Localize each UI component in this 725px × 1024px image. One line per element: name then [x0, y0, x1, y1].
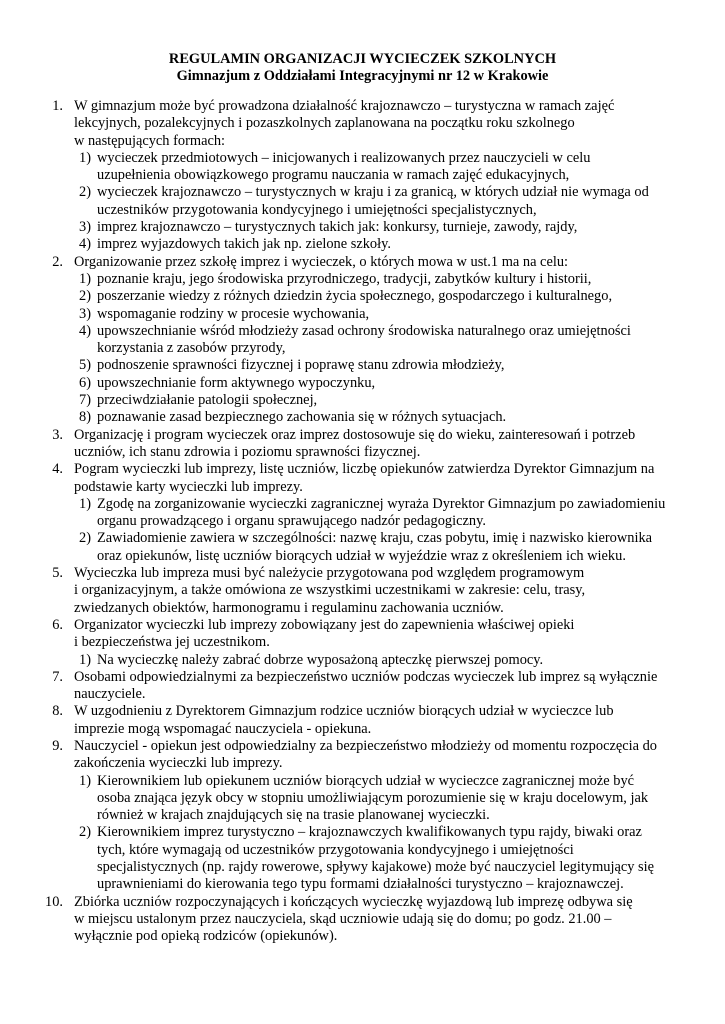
- sub-item: [74, 219, 695, 236]
- sub-item-text-line: Kierownikiem lub opiekunem uczniów biorących udział w wycieczce zagranicznej może być: [97, 772, 635, 789]
- sub-item: [74, 530, 695, 565]
- item-text-line: uczniów, ich stanu zdrowia i poziomu sprawności fizycznej.: [74, 443, 421, 460]
- sub-item-number: 5): [79, 357, 91, 374]
- item-text-line: w miejscu ustalonym przez nauczyciela, skąd uczniowie udają się do domu; po godz. 21.00 –: [74, 910, 612, 927]
- sub-item-number: 1): [79, 772, 91, 789]
- sub-item-number: 6): [79, 374, 91, 391]
- item-text-line: w następujących formach:: [74, 132, 226, 149]
- regulation-item: [31, 98, 695, 254]
- document-subtitle: Gimnazjum z Oddziałami Integracyjnymi nr 12 w Krakowie: [176, 68, 549, 85]
- sub-item: [74, 306, 695, 323]
- sub-item-number: 2): [79, 530, 91, 547]
- sub-item-number: 3): [79, 305, 91, 322]
- document-header: [0, 51, 725, 86]
- sub-item-text-line: Kierownikiem imprez turystyczno – krajoznawczych kwalifikowanych typu rajdy, biwaki oraz: [97, 824, 642, 841]
- sub-item-text-line: tych, które wymagają od uczestników przygotowania kondycyjnego i umiejętności: [97, 841, 574, 858]
- sub-item: [74, 236, 695, 253]
- item-number: 2.: [52, 253, 63, 270]
- sub-item: [74, 375, 695, 392]
- sub-item-text-line: oraz opiekunów, listę uczniów biorących udział w wyjeździe wraz z określeniem ich wieku.: [97, 547, 626, 564]
- sub-item-text-line: imprez krajoznawczo – turystycznych takich jak: konkursy, turnieje, zawody, rajdy,: [97, 219, 578, 236]
- sub-item: [74, 288, 695, 305]
- item-number: 4.: [52, 461, 63, 478]
- sub-item-text-line: uzupełnienia obowiązkowego programu nauczania w ramach zajęć edukacyjnych,: [97, 167, 570, 184]
- sub-item-text-line: Zgodę na zorganizowanie wycieczki zagranicznej wyraża Dyrektor Gimnazjum po zawiadomieniu: [97, 495, 666, 512]
- sub-item: [74, 357, 695, 374]
- sub-item-number: 3): [79, 219, 91, 236]
- item-number: 3.: [52, 426, 63, 443]
- sub-item: [74, 271, 695, 288]
- sub-item: [74, 150, 695, 185]
- sub-item-text-line: upowszechnianie form aktywnego wypoczynku,: [97, 374, 376, 391]
- item-text-line: wyłącznie pod opieką rodziców (opiekunów).: [74, 928, 338, 945]
- item-text-line: nauczyciele.: [74, 686, 146, 703]
- regulation-item: [31, 703, 695, 738]
- item-number: 9.: [52, 737, 63, 754]
- item-text-line: Organizację i program wycieczek oraz imprez dostosowuje się do wieku, zainteresowań i potrzeb: [74, 426, 636, 443]
- item-number: 6.: [52, 616, 63, 633]
- sub-item-number: 4): [79, 236, 91, 253]
- item-text-line: podstawie karty wycieczki lub imprezy.: [74, 478, 303, 495]
- sub-item: [74, 824, 695, 893]
- item-text-line: imprezie mogą wspomagać nauczyciela - opiekuna.: [74, 720, 372, 737]
- item-number: 10.: [45, 893, 63, 910]
- item-text-line: zwiedzanych obiektów, harmonogramu i regulaminu zachowania uczniów.: [74, 599, 504, 616]
- sub-item-number: 4): [79, 322, 91, 339]
- item-text-line: lekcyjnych, pozalekcyjnych i pozaszkolnych zaplanowana na początku roku szkolnego: [74, 115, 575, 132]
- sub-item-number: 1): [79, 270, 91, 287]
- sub-item: [74, 392, 695, 409]
- item-text-line: i organizacyjnym, a także omówiona ze wszystkimi uczestnikami w zakresie: celu, trasy,: [74, 582, 586, 599]
- regulation-item: [31, 461, 695, 565]
- sub-item-text-line: Zawiadomienie zawiera w szczególności: nazwę kraju, czas pobytu, imię i nazwisko kierownika: [97, 530, 653, 547]
- sub-item: [74, 323, 695, 358]
- item-text-line: Osobami odpowiedzialnymi za bezpieczeństwo uczniów podczas wycieczek lub imprez są wyłącznie: [74, 668, 658, 685]
- item-text-line: Wycieczka lub impreza musi być należycie przygotowana pod względem programowym: [74, 565, 585, 582]
- sub-item-text-line: poznawanie zasad bezpiecznego zachowania się w różnych sytuacjach.: [97, 409, 507, 426]
- item-text-line: W uzgodnieniu z Dyrektorem Gimnazjum rodzice uczniów biorących udział w wycieczce lub: [74, 703, 614, 720]
- regulation-item: [31, 427, 695, 462]
- sub-item-text-line: poszerzanie wiedzy z różnych dziedzin życia społecznego, gospodarczego i kulturalnego,: [97, 288, 613, 305]
- sub-item-text-line: Na wycieczkę należy zabrać dobrze wyposażoną apteczkę pierwszej pomocy.: [97, 651, 544, 668]
- document-title: REGULAMIN ORGANIZACJI WYCIECZEK SZKOLNYCH: [168, 51, 557, 67]
- item-text-line: zakończenia wycieczki lub imprezy.: [74, 755, 283, 772]
- sub-item-text-line: uczestników przygotowania kondycyjnego i umiejętności specjalistycznych,: [97, 201, 537, 218]
- item-text-line: W gimnazjum może być prowadzona działalność krajoznawczo – turystyczna w ramach zajęć: [74, 98, 615, 114]
- sub-item-text-line: wycieczek przedmiotowych – inicjowanych i realizowanych przez nauczycieli w celu: [97, 149, 591, 166]
- sub-item-number: 1): [79, 651, 91, 668]
- sub-item-text-line: również w krajach znajdujących się na trasie planowanej wycieczki.: [97, 807, 490, 824]
- sub-item-text-line: specjalistycznych (np. rajdy rowerowe, spływy kajakowe) może być nauczyciel legitymujący się: [97, 859, 655, 876]
- item-text-line: Organizator wycieczki lub imprezy zobowiązany jest do zapewnienia właściwej opieki: [74, 616, 575, 633]
- sub-item-text-line: imprez wyjazdowych takich jak np. zielone szkoły.: [97, 236, 391, 253]
- sub-item-text-line: osoba znająca język obcy w stopniu umożliwiającym porozumienie się w kraju docelowym, jak: [97, 789, 649, 806]
- regulation-item: [31, 254, 695, 427]
- regulation-item: [31, 669, 695, 704]
- item-number: 1.: [52, 98, 63, 114]
- regulation-item: [31, 894, 695, 946]
- regulation-item: [31, 617, 695, 669]
- sub-item-text-line: podnoszenie sprawności fizycznej i poprawę stanu zdrowia młodzieży,: [97, 357, 505, 374]
- sub-item: [74, 409, 695, 426]
- item-number: 8.: [52, 703, 63, 720]
- item-text-line: i bezpieczeństwa jej uczestnikom.: [74, 634, 270, 651]
- sub-item-number: 7): [79, 392, 91, 409]
- regulation-item: [31, 738, 695, 894]
- sub-item-text-line: korzystania z zasobów przyrody,: [97, 340, 286, 357]
- sub-item: [74, 496, 695, 531]
- sub-item-text-line: organu prowadzącego i organu sprawującego nadzór pedagogiczny.: [97, 513, 486, 530]
- sub-item-number: 8): [79, 409, 91, 426]
- sub-item: [74, 652, 695, 669]
- sub-item-text-line: wycieczek krajoznawczo – turystycznych w kraju i za granicą, w których udział nie wymaga od: [97, 184, 649, 201]
- item-text-line: Zbiórka uczniów rozpoczynających i kończących wycieczkę wyjazdową lub imprezę odbywa się: [74, 893, 633, 910]
- sub-item-number: 1): [79, 495, 91, 512]
- sub-item-text-line: przeciwdziałanie patologii społecznej,: [97, 392, 318, 409]
- regulation-item: [31, 565, 695, 617]
- sub-item-number: 2): [79, 824, 91, 841]
- item-text-line: Pogram wycieczki lub imprezy, listę uczniów, liczbę opiekunów zatwierdza Dyrektor Gimnazjum na: [74, 461, 655, 478]
- item-text-line: Nauczyciel - opiekun jest odpowiedzialny za bezpieczeństwo młodzieży od momentu rozpoczęcia do: [74, 737, 657, 754]
- sub-item: [74, 773, 695, 825]
- regulations-list: [31, 98, 695, 946]
- sub-item: [74, 184, 695, 219]
- item-number: 5.: [52, 565, 63, 582]
- item-number: 7.: [52, 668, 63, 685]
- sub-item-text-line: wspomaganie rodziny w procesie wychowania,: [97, 305, 370, 322]
- sub-item-text-line: uprawnieniami do kierowania tego typu formami działalności turystyczno – krajoznawczej.: [97, 876, 624, 893]
- sub-item-number: 2): [79, 184, 91, 201]
- sub-item-number: 2): [79, 288, 91, 305]
- sub-item-number: 1): [79, 149, 91, 166]
- sub-item-text-line: upowszechnianie wśród młodzieży zasad ochrony środowiska naturalnego oraz umiejętności: [97, 322, 631, 339]
- sub-item-text-line: poznanie kraju, jego środowiska przyrodniczego, tradycji, zabytków kultury i historii,: [97, 270, 592, 287]
- item-text-line: Organizowanie przez szkołę imprez i wycieczek, o których mowa w ust.1 ma na celu:: [74, 253, 569, 270]
